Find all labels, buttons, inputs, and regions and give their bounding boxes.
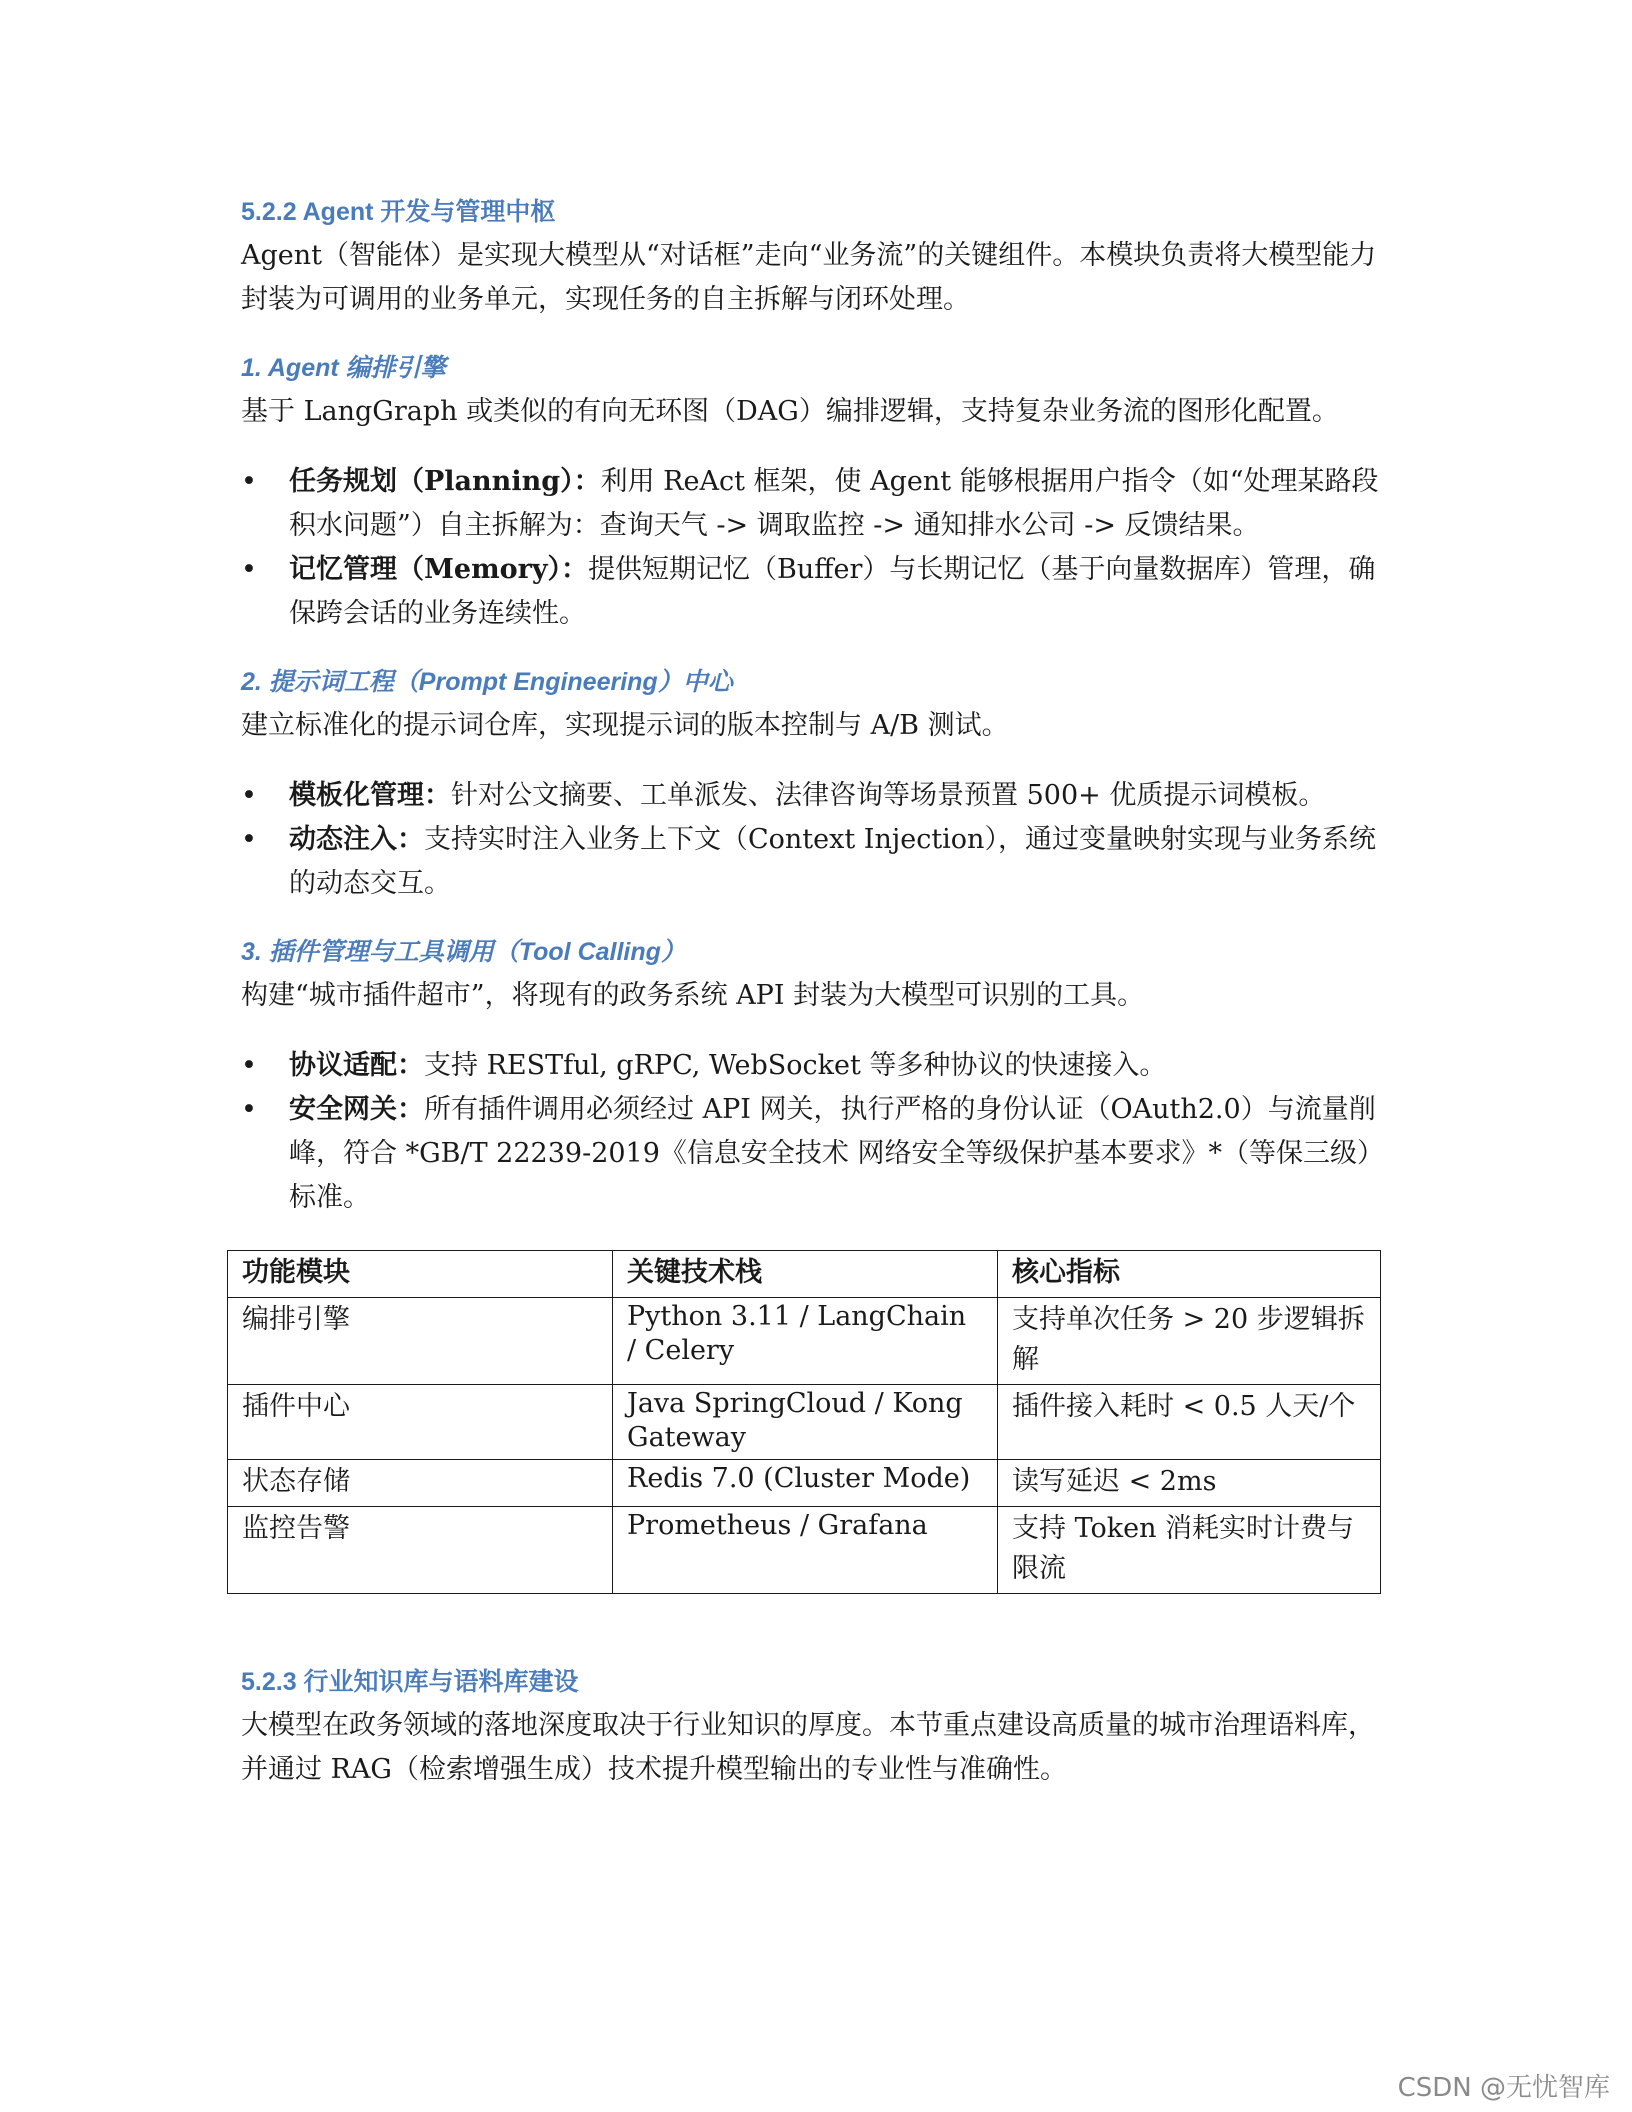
tool-calling-intro: 构建“城市插件超市”，将现有的政务系统 API 封装为大模型可识别的工具。 [241,980,1145,1011]
bullet-icon: • [241,780,257,811]
bullet-icon: • [241,554,257,585]
table-header-cell: 核心指标 [998,1251,1381,1298]
list-item-term: 协议适配： [289,1050,424,1081]
table-cell: 编排引擎 [228,1298,613,1385]
tech-spec-table [227,1250,1381,1594]
list-item-text: 利用 ReAct 框架，使 Agent 能够根据用户指令（如“处理某路段积水问题”）自主拆解为：查询天气 -> 调取监控 -> 通知排水公司 -> 反馈结果。 [289,466,1379,541]
agent-orchestration-list [241,460,1391,636]
list-item-text: 针对公文摘要、工单派发、法律咨询等场景预置 500+ 优质提示词模板。 [451,780,1326,811]
document-page [241,190,1391,1792]
bullet-icon: • [241,1050,257,1081]
table-header-cell: 关键技术栈 [613,1251,998,1298]
list-item-term: 动态注入： [289,824,424,855]
table-row [228,1298,1381,1385]
table-header-cell: 功能模块 [228,1251,613,1298]
prompt-engineering-heading: 2. 提示词工程（Prompt Engineering）中心 [241,668,733,696]
table-header-row [228,1251,1381,1298]
list-item-term: 模板化管理： [289,780,451,811]
table-row [228,1460,1381,1507]
agent-orchestration-heading: 1. Agent 编排引擎 [241,354,446,382]
table-cell: Java SpringCloud / Kong Gateway [613,1385,998,1460]
list-item-term: 安全网关： [289,1094,424,1125]
table-cell: 插件接入耗时 < 0.5 人天/个 [998,1385,1381,1460]
table-row [228,1385,1381,1460]
table-cell: 监控告警 [228,1507,613,1594]
list-item [241,1044,1391,1088]
list-item-text: 所有插件调用必须经过 API 网关，执行严格的身份认证（OAuth2.0）与流量削峰，符合 *GB/T 22239-2019《信息安全技术 网络安全等级保护基本要求》*（等保三级）标准。 [289,1094,1384,1213]
csdn-watermark: CSDN @无忧智库 [1397,2073,1610,2103]
list-item-term: 记忆管理（Memory）： [289,554,589,585]
agent-orchestration-intro: 基于 LangGraph 或类似的有向无环图（DAG）编排逻辑，支持复杂业务流的图形化配置。 [241,396,1339,427]
list-item [241,1088,1391,1220]
table-cell: 插件中心 [228,1385,613,1460]
list-item-text: 提供短期记忆（Buffer）与长期记忆（基于向量数据库）管理，确保跨会话的业务连续性。 [289,554,1376,629]
table-cell: Python 3.11 / LangChain / Celery [613,1298,998,1385]
prompt-engineering-intro: 建立标准化的提示词仓库，实现提示词的版本控制与 A/B 测试。 [241,710,1009,741]
list-item [241,818,1391,906]
bullet-icon: • [241,466,257,497]
table-cell: 支持单次任务 > 20 步逻辑拆解 [998,1298,1381,1385]
list-item [241,460,1391,548]
list-item [241,774,1391,818]
table-cell: Prometheus / Grafana [613,1507,998,1594]
table-row [228,1507,1381,1594]
section-5-2-3-heading: 5.2.3 行业知识库与语料库建设 [241,1668,579,1696]
table-cell: Redis 7.0 (Cluster Mode) [613,1460,998,1507]
tool-calling-list [241,1044,1391,1220]
tool-calling-heading: 3. 插件管理与工具调用（Tool Calling） [241,938,686,966]
table-cell: 状态存储 [228,1460,613,1507]
table-cell: 读写延迟 < 2ms [998,1460,1381,1507]
list-item-term: 任务规划（Planning）： [289,466,601,497]
section-5-2-2-heading: 5.2.2 Agent 开发与管理中枢 [241,198,556,226]
section-5-2-2-intro: Agent（智能体）是实现大模型从“对话框”走向“业务流”的关键组件。本模块负责将大模型能力封装为可调用的业务单元，实现任务的自主拆解与闭环处理。 [241,240,1377,315]
bullet-icon: • [241,824,257,855]
list-item [241,548,1391,636]
bullet-icon: • [241,1094,257,1125]
section-5-2-3-intro: 大模型在政务领域的落地深度取决于行业知识的厚度。本节重点建设高质量的城市治理语料库，并通过 RAG（检索增强生成）技术提升模型输出的专业性与准确性。 [241,1710,1375,1785]
list-item-text: 支持 RESTful, gRPC, WebSocket 等多种协议的快速接入。 [424,1050,1167,1081]
list-item-text: 支持实时注入业务上下文（Context Injection），通过变量映射实现与业务系统的动态交互。 [289,824,1376,899]
prompt-engineering-list [241,774,1391,906]
table-cell: 支持 Token 消耗实时计费与限流 [998,1507,1381,1594]
